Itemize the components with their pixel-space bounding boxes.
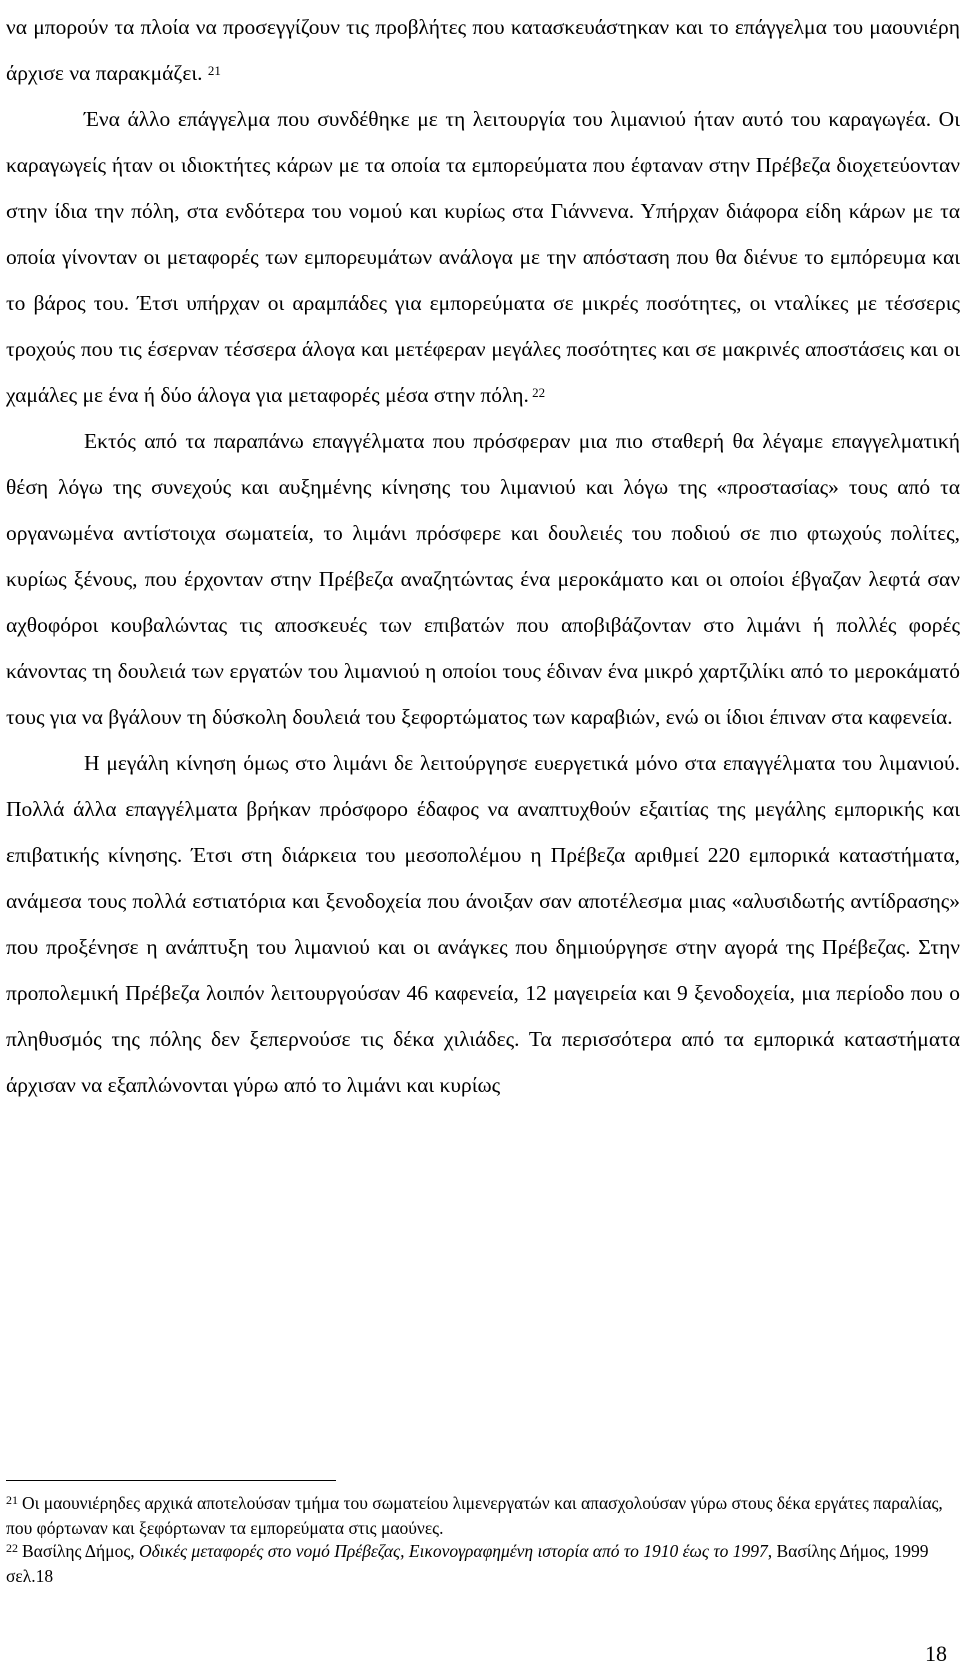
- footnote-separator: [6, 1480, 336, 1481]
- footnote-reference: 22: [528, 385, 546, 401]
- footnote-text: Βασίλης Δήμος,: [22, 1541, 140, 1561]
- footnote-title: Οδικές μεταφορές στο νομό Πρέβεζας, Εικονογραφημένη ιστορία από το 1910 έως το 1997: [139, 1541, 768, 1561]
- footnote-text: , Βασίλης Δήμος, 1999 σελ.18: [6, 1541, 929, 1586]
- footnote: [6, 1540, 958, 1588]
- paragraph-text: να μπορούν τα πλοία να προσεγγίζουν τις προβλήτες που κατασκευάστηκαν και το επάγγελμα του μαουνιέρη άρχισε να παρακμάζει.: [6, 15, 960, 85]
- paragraph-text: Η μεγάλη κίνηση όμως στο λιμάνι δε λειτούργησε ευεργετικά μόνο στα επαγγέλματα του λιμανιού. Πολλά άλλα επαγγέλματα βρήκαν πρόσφορο έδαφος να αναπτυχθούν εξαιτίας της μεγάλης εμπορικής και επιβατικής κίνησης. Έτσι στη διάρκεια του μεσοπολέμου η Πρέβεζα αριθμεί 220 εμπορικά καταστήματα, ανάμεσα τους πολλά εστιατόρια και ξενοδοχεία που άνοιξαν σαν αποτέλεσμα μιας «αλυσιδωτής αντίδρασης» που προξένησε η ανάπτυξη του λιμανιού και οι ανάγκες που δημιούργησε στην αγορά της Πρέβεζας. Στην προπολεμική Πρέβεζα λοιπόν λειτουργούσαν 46 καφενεία, 12 μαγειρεία και 9 ξενοδοχεία, μια περίοδο που ο πληθυσμός της πόλης δεν ξεπερνούσε τις δέκα χιλιάδες. Τα περισσότερα από τα εμπορικά καταστήματα άρχισαν να εξαπλώνονται γύρω από το λιμάνι και κυρίως: [6, 751, 960, 1097]
- paragraph-text: Εκτός από τα παραπάνω επαγγέλματα που πρόσφεραν μια πιο σταθερή θα λέγαμε επαγγελματική θέση λόγω της συνεχούς και αυξημένης κίνησης του λιμανιού και λόγω της «προστασίας» τους από τα οργανωμένα αντίστοιχα σωματεία, το λιμάνι πρόσφερε και δουλειές του ποδιού σε πιο φτωχούς πολίτες, κυρίως ξένους, που έρχονταν στην Πρέβεζα αναζητώντας ένα μεροκάματο και οι οποίοι έβγαζαν λεφτά σαν αχθοφόροι κουβαλώντας τις αποσκευές των επιβατών που αποβιβάζονταν στο λιμάνι ή πολλές φορές κάνοντας τη δουλειά των εργατών του λιμανιού η οποίοι τους έδιναν ένα μικρό χαρτζιλίκι από το μεροκάματό τους για να βγάλουν τη δύσκολη δουλειά του ξεφορτώματος των καραβιών, ενώ οι ίδιοι έπιναν στα καφενεία.: [6, 429, 960, 729]
- footnote: [6, 1492, 958, 1540]
- paragraph: [6, 96, 960, 418]
- paragraph: [6, 740, 960, 1108]
- paragraph: [6, 418, 960, 740]
- paragraph-text: Ένα άλλο επάγγελμα που συνδέθηκε με τη λειτουργία του λιμανιού ήταν αυτό του καραγωγέα. Οι καραγωγείς ήταν οι ιδιοκτήτες κάρων με τα οποία τα εμπορεύματα που έφταναν στην Πρέβεζα διοχετεύονταν στην ίδια την πόλη, στα ενδότερα του νομού και κυρίως στα Γιάννενα. Υπήρχαν διάφορα είδη κάρων με τα οποία γίνονταν οι μεταφορές των εμπορευμάτων ανάλογα με την απόσταση που θα διένυε το εμπόρευμα και το βάρος του. Έτσι υπήρχαν οι αραμπάδες για εμπορεύματα σε μικρές ποσότητες, οι νταλίκες με τέσσερις τροχούς που τις έσερναν τέσσερα άλογα και μετέφεραν μεγάλες ποσότητες και σε μακρινές αποστάσεις και οι χαμάλες με ένα ή δύο άλογα για μεταφορές μέσα στην πόλη.: [6, 107, 960, 407]
- paragraph: [6, 4, 960, 96]
- body-text: [6, 4, 960, 1108]
- page-number: 18: [925, 1641, 947, 1666]
- footnote-reference: 21: [207, 63, 221, 79]
- footnote-text: Οι μαουνιέρηδες αρχικά αποτελούσαν τμήμα του σωματείου λιμενεργατών και απασχολούσαν γύρω στους δέκα εργάτες παραλίας, που φόρτωναν και ξεφόρτωναν τα εμπορεύματα στις μαούνες.: [6, 1493, 943, 1538]
- footnote-number: 21: [6, 1492, 18, 1507]
- footnotes: [6, 1492, 958, 1588]
- footnote-number: 22: [6, 1540, 18, 1555]
